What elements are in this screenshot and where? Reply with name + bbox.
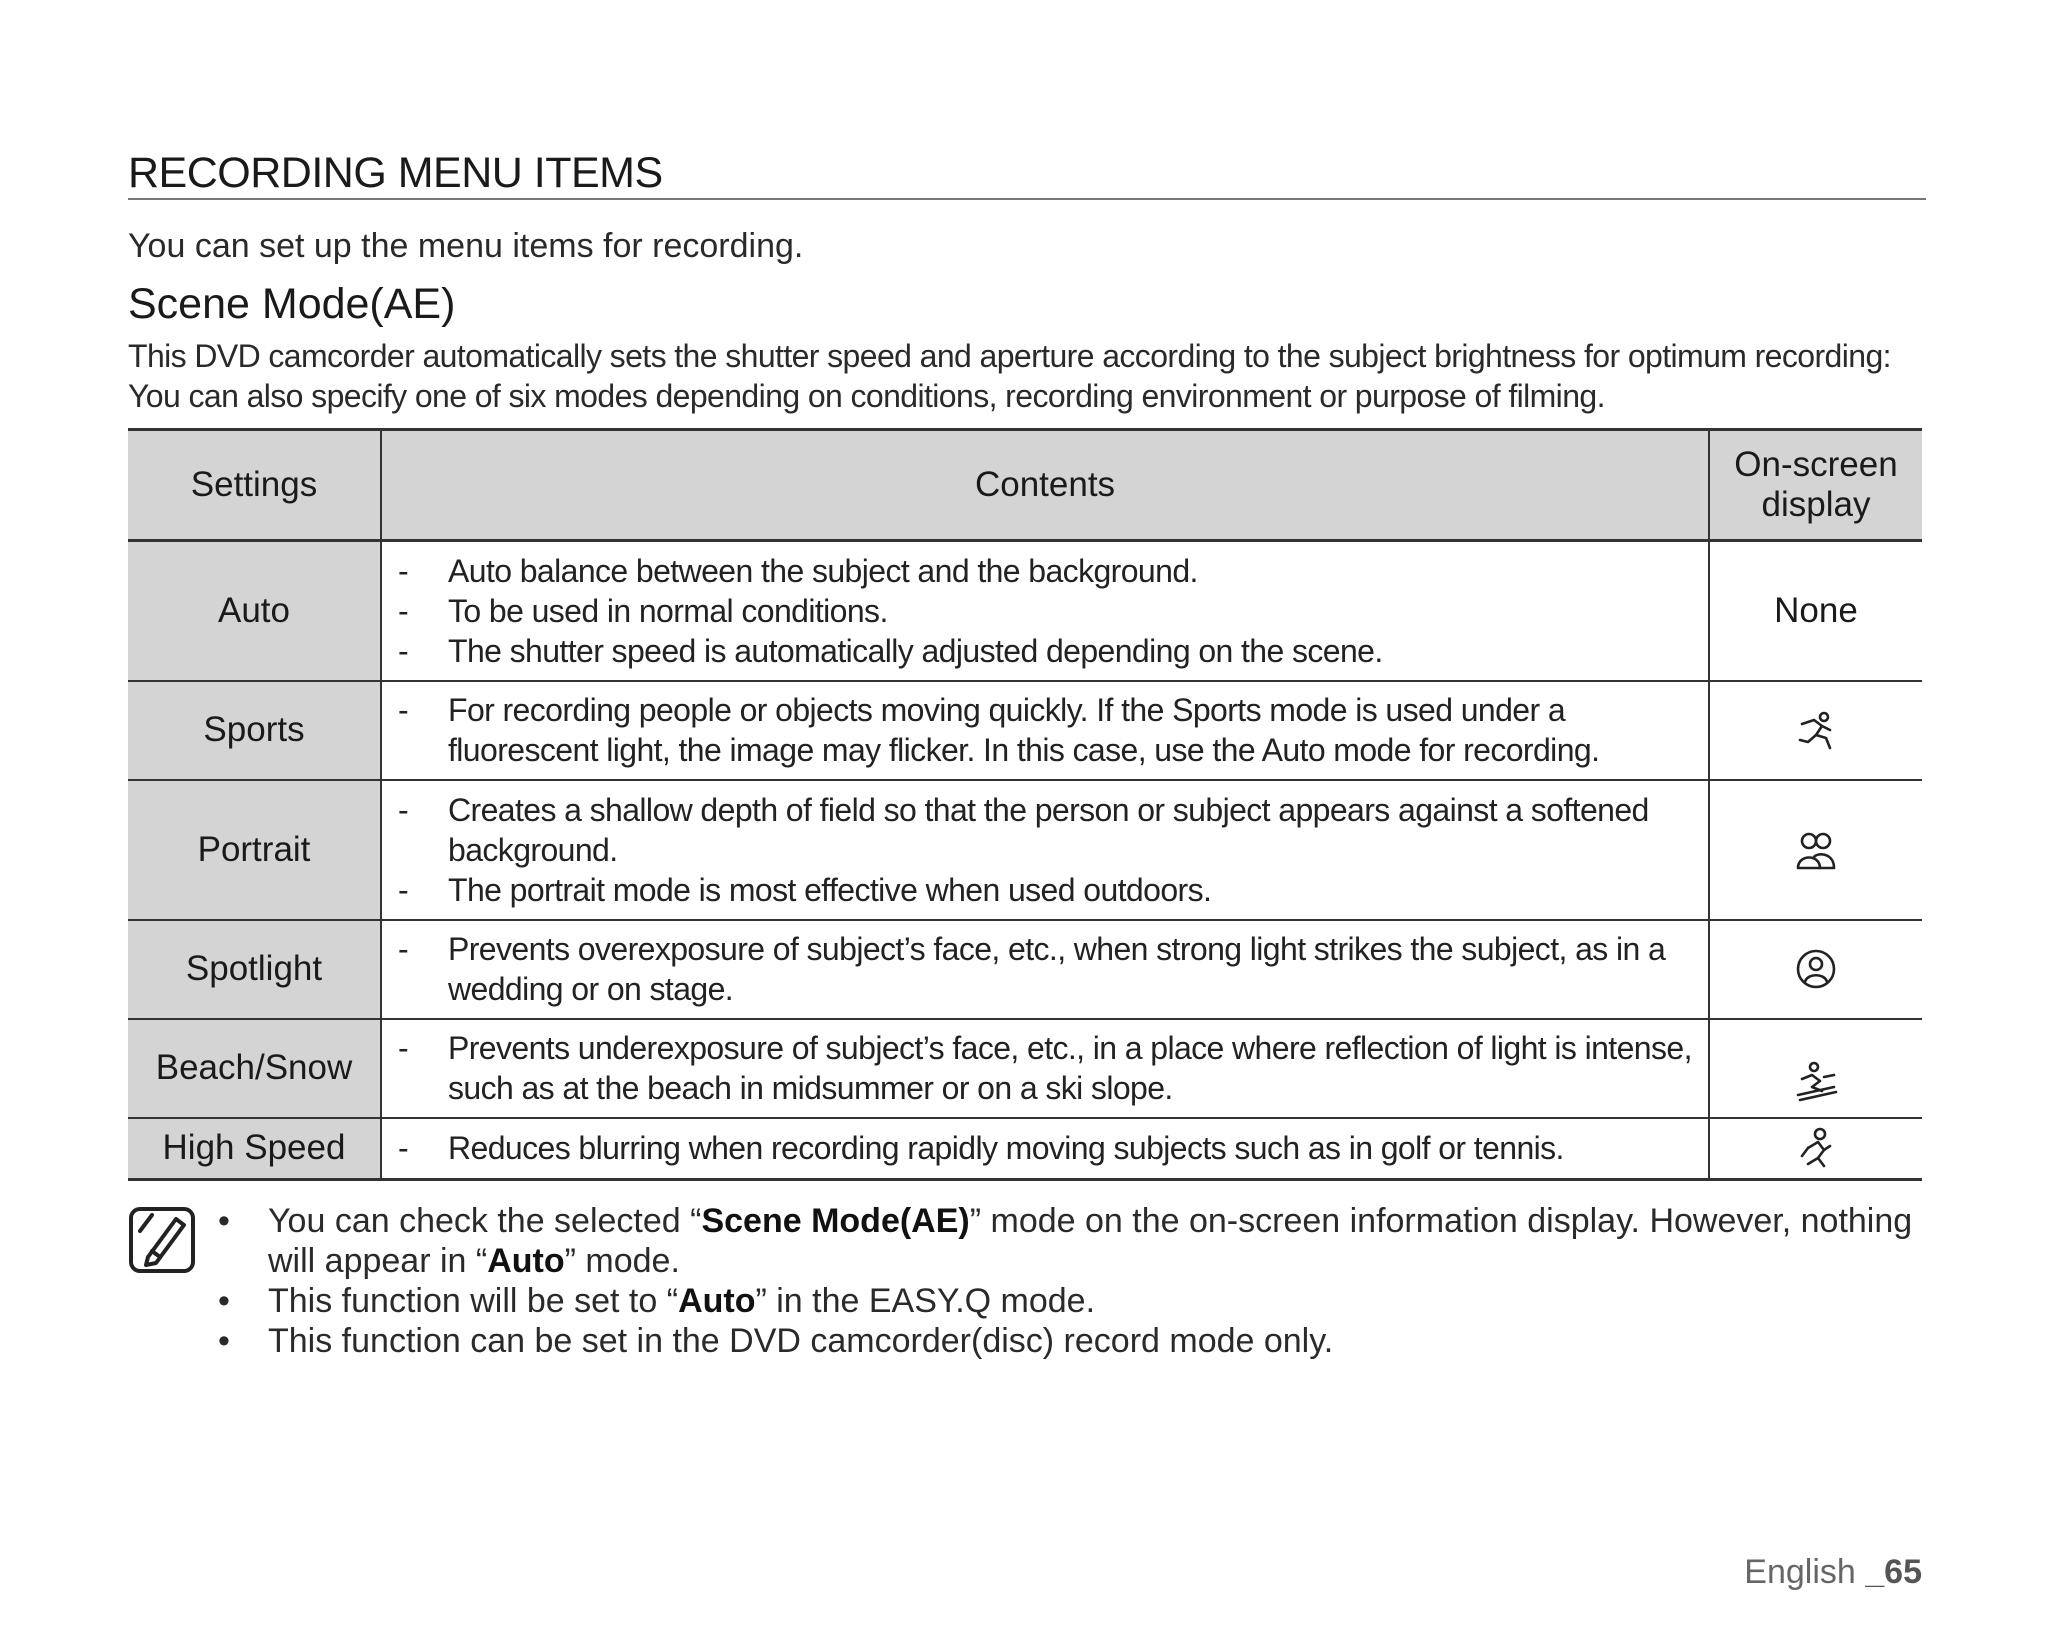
manual-page [128, 148, 1926, 1361]
setting-contents [381, 1118, 1709, 1180]
setting-contents [381, 1019, 1709, 1118]
display-none-text: None [1709, 541, 1922, 681]
display-icon-cell [1709, 1118, 1922, 1180]
description-line: You can also specify one of six modes depending on conditions, recording environment or purpose of filming. [128, 378, 1605, 414]
setting-contents [381, 780, 1709, 920]
note-list [128, 1201, 1926, 1361]
content-bullet: - To be used in normal conditions. [398, 592, 888, 629]
table-row [128, 780, 1922, 920]
note-item: • You can check the selected “Scene Mode(AE)” mode on the on-screen information display. However, nothing will appear in “Auto” mode. [268, 1201, 1926, 1281]
portrait-icon [1794, 828, 1838, 872]
setting-name: High Speed [128, 1118, 381, 1180]
beach-snow-icon [1794, 1059, 1838, 1103]
content-bullet: - The shutter speed is automatically adjusted depending on the scene. [398, 632, 1383, 669]
high-speed-icon [1794, 1126, 1838, 1170]
page-number: _65 [1865, 1553, 1922, 1591]
setting-name: Spotlight [128, 920, 381, 1019]
setting-contents [381, 541, 1709, 681]
table-row [128, 1019, 1922, 1118]
content-bullet: - Creates a shallow depth of field so that the person or subject appears against a softened background. [398, 791, 1649, 868]
content-bullet: - Prevents overexposure of subject’s face, etc., when strong light strikes the subject, as in a wedding or on stage. [398, 931, 1666, 1007]
content-bullet: - For recording people or objects moving quickly. If the Sports mode is used under a fluorescent light, the image may flicker. In this case, use the Auto mode for recording. [398, 692, 1600, 768]
header-display [1709, 430, 1922, 541]
display-icon-cell [1709, 1019, 1922, 1118]
setting-name: Auto [128, 541, 381, 681]
display-icon-cell [1709, 920, 1922, 1019]
scene-mode-table [128, 428, 1922, 1181]
content-bullet: - Prevents underexposure of subject’s face, etc., in a place where reflection of light is intense, such as at the beach in midsummer or on a ski slope. [398, 1030, 1692, 1106]
note-item: • This function can be set in the DVD camcorder(disc) record mode only. [268, 1321, 1926, 1361]
display-icon-cell [1709, 681, 1922, 780]
setting-contents [381, 681, 1709, 780]
content-bullet: - The portrait mode is most effective when used outdoors. [398, 871, 1212, 908]
spotlight-icon [1794, 947, 1838, 991]
sports-icon [1794, 708, 1838, 752]
content-bullet: - Auto balance between the subject and the background. [398, 552, 1198, 589]
description [128, 336, 1926, 416]
table-row [128, 681, 1922, 780]
content-bullet: - Reduces blurring when recording rapidly moving subjects such as in golf or tennis. [398, 1130, 1564, 1167]
table-row [128, 920, 1922, 1019]
setting-name: Beach/Snow [128, 1019, 381, 1118]
page-footer [1744, 1553, 1922, 1592]
setting-contents [381, 920, 1709, 1019]
intro-text: You can set up the menu items for recording. [128, 227, 804, 265]
subsection-title: Scene Mode(AE) [128, 280, 456, 328]
table-header-row [128, 430, 1922, 541]
header-contents: Contents [381, 430, 1709, 541]
footer-language: English [1744, 1553, 1866, 1591]
note-block [128, 1201, 1926, 1361]
header-display-line: On-screen [1734, 445, 1898, 484]
section-title: RECORDING MENU ITEMS [128, 149, 663, 197]
header-settings: Settings [128, 430, 381, 541]
setting-name: Sports [128, 681, 381, 780]
setting-name: Portrait [128, 780, 381, 920]
table-row [128, 541, 1922, 681]
section-header [128, 148, 1926, 200]
header-display-line: display [1761, 485, 1871, 524]
note-item: • This function will be set to “Auto” in the EASY.Q mode. [268, 1281, 1926, 1321]
table-row [128, 1118, 1922, 1180]
note-pencil-icon [128, 1205, 198, 1275]
display-icon-cell [1709, 780, 1922, 920]
description-line: This DVD camcorder automatically sets the shutter speed and aperture according to the subject brightness for optimum recording: [128, 338, 1891, 374]
